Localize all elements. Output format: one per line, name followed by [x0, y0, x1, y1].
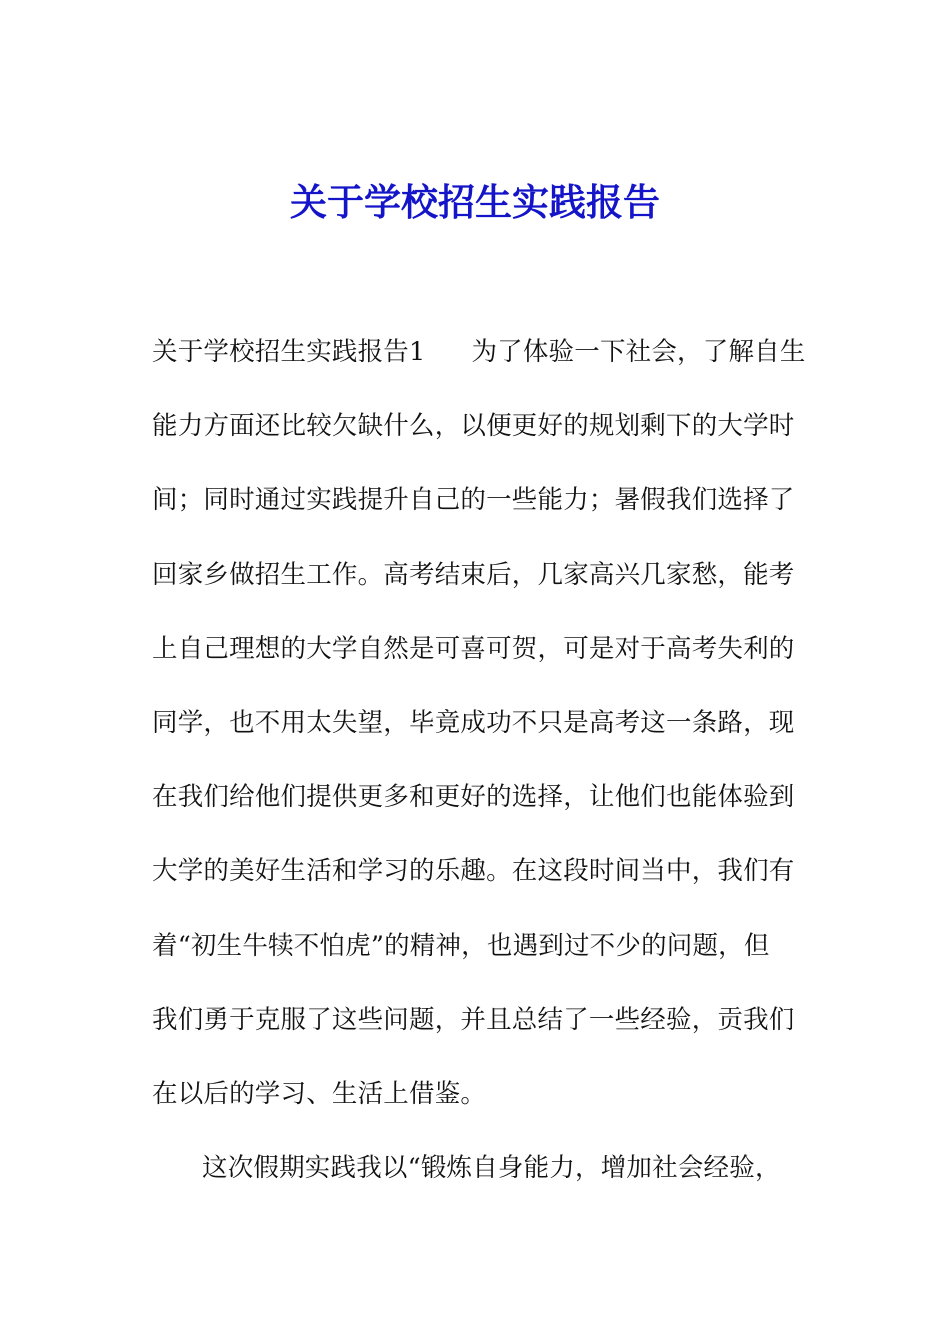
- paragraph-line-9: 着“初生牛犊不怕虎”的精神，也遇到过不少的问题，但: [152, 930, 770, 961]
- paragraph-line-10: 我们勇于克服了这些问题，并且总结了一些经验，贡我们: [152, 1004, 795, 1035]
- document-body: [152, 332, 812, 1222]
- paragraph-line-5: 上自己理想的大学自然是可喜可贺，可是对于高考失利的: [152, 633, 795, 664]
- paragraph-line-6: 同学，也不用太失望，毕竟成功不只是高考这一条路，现: [152, 707, 795, 738]
- paragraph-line-4: 回家乡做招生工作。高考结束后，几家高兴几家愁，能考: [152, 559, 795, 590]
- paragraph-2-line-1: 这次假期实践我以“锻炼自身能力，增加社会经验，: [202, 1153, 781, 1184]
- document-title: 关于学校招生实践报告: [290, 180, 660, 224]
- paragraph-line-3: 间；同时通过实践提升自己的一些能力；暑假我们选择了: [152, 485, 795, 516]
- paragraph-line-2: 能力方面还比较欠缺什么，以便更好的规划剩下的大学时: [152, 411, 795, 442]
- paragraph-line-1-text: 为了体验一下社会，了解自生: [471, 337, 806, 367]
- paragraph-line-1: [152, 332, 812, 406]
- paragraph-line-7: 在我们给他们提供更多和更好的选择，让他们也能体验到: [152, 782, 795, 813]
- paragraph-line-8: 大学的美好生活和学习的乐趣。在这段时间当中，我们有: [152, 856, 795, 887]
- paragraph-line-11: 在以后的学习、生活上借鉴。: [152, 1078, 487, 1109]
- report-heading-label: 关于学校招生实践报告1: [152, 337, 426, 367]
